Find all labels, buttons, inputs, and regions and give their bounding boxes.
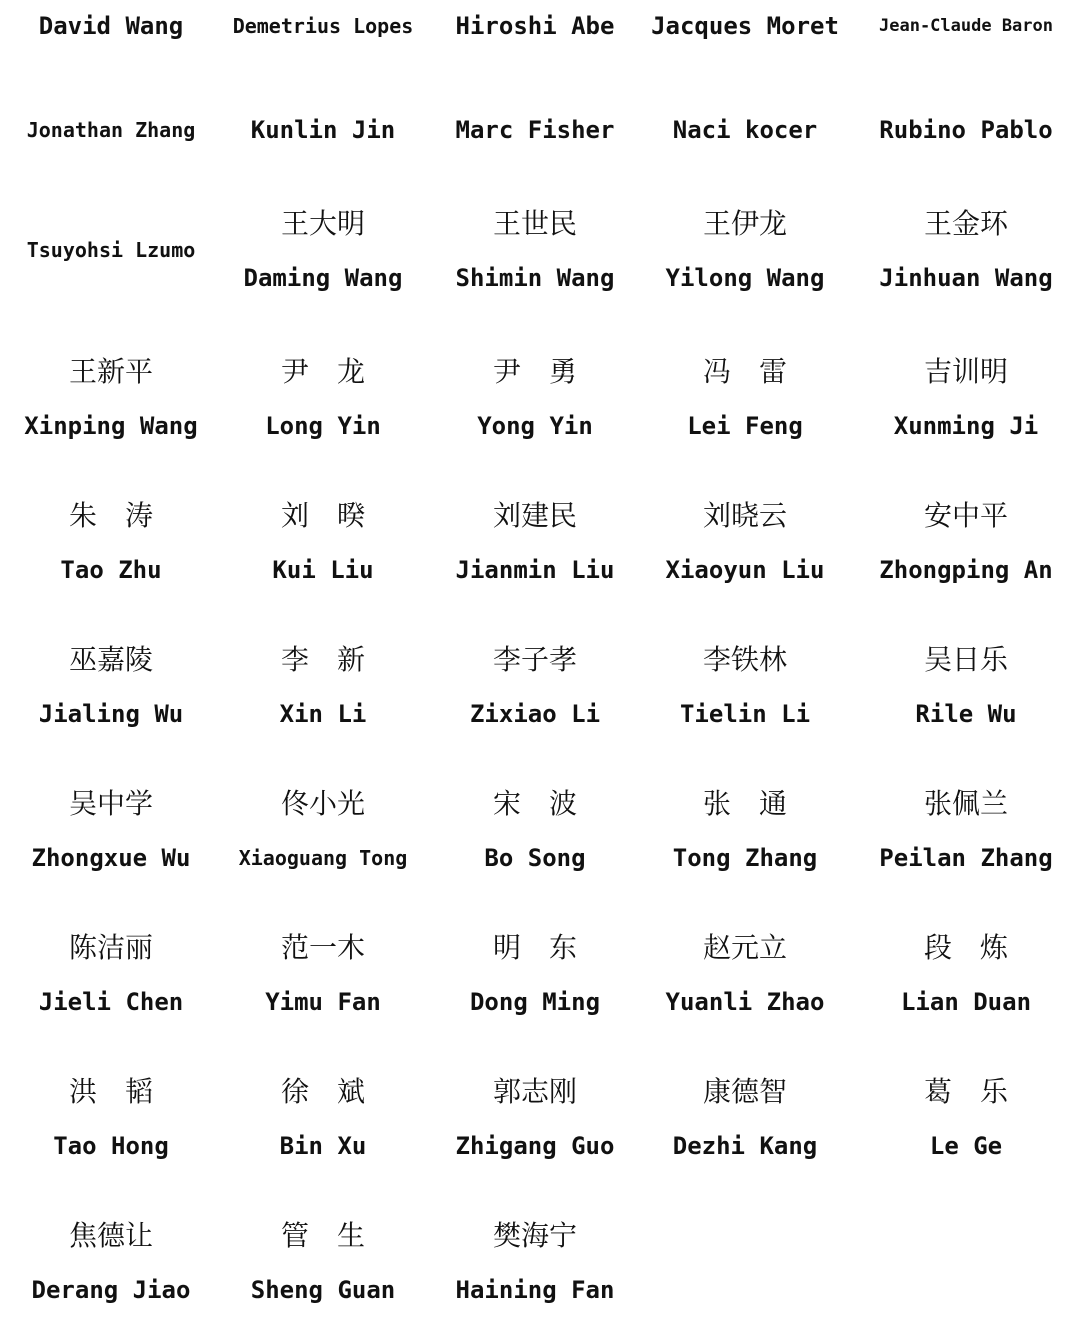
romanized-name: Xin Li	[279, 700, 367, 728]
name-card	[639, 100, 851, 160]
chinese-name: 陈洁丽	[68, 931, 153, 964]
name-card	[639, 626, 851, 746]
name-card	[860, 482, 1072, 602]
name-card	[217, 100, 429, 160]
name-card	[429, 100, 641, 160]
chinese-name: 吴中学	[68, 787, 153, 820]
name-card	[860, 914, 1072, 1034]
name-card	[217, 626, 429, 746]
name-card	[860, 0, 1072, 52]
romanized-name: Kunlin Jin	[250, 116, 396, 144]
chinese-name: 刘晓云	[702, 499, 787, 532]
name-card	[639, 1058, 851, 1178]
chinese-name: 冯 雷	[702, 355, 787, 388]
chinese-name: 朱 涛	[68, 499, 153, 532]
name-card	[5, 482, 217, 602]
name-card	[5, 190, 217, 310]
chinese-name: 徐 斌	[280, 1075, 365, 1108]
romanized-name: Bo Song	[484, 844, 586, 872]
romanized-name: Jianmin Liu	[455, 556, 615, 584]
romanized-name: Xunming Ji	[893, 412, 1039, 440]
chinese-name: 王伊龙	[702, 207, 787, 240]
name-card	[5, 0, 217, 52]
romanized-name: Sheng Guan	[250, 1276, 396, 1304]
romanized-name: Yilong Wang	[665, 264, 825, 292]
chinese-name: 王新平	[68, 355, 153, 388]
romanized-name: Bin Xu	[279, 1132, 367, 1160]
romanized-name: Rile Wu	[915, 700, 1017, 728]
romanized-name: Yong Yin	[477, 412, 593, 440]
chinese-name: 吴日乐	[923, 643, 1008, 676]
romanized-name: Tao Zhu	[60, 556, 162, 584]
name-card	[5, 770, 217, 890]
romanized-name: David Wang	[38, 12, 184, 40]
name-card	[639, 482, 851, 602]
chinese-name: 尹 勇	[492, 355, 577, 388]
chinese-name: 郭志刚	[492, 1075, 577, 1108]
name-card	[860, 100, 1072, 160]
chinese-name: 管 生	[280, 1219, 365, 1252]
chinese-name: 刘建民	[492, 499, 577, 532]
chinese-name: 王金环	[923, 207, 1008, 240]
name-card	[639, 0, 851, 52]
romanized-name: Jacques Moret	[651, 12, 839, 40]
name-card	[429, 1202, 641, 1322]
name-card	[639, 770, 851, 890]
name-card	[217, 482, 429, 602]
chinese-name: 王世民	[492, 207, 577, 240]
name-card	[5, 914, 217, 1034]
name-card	[860, 626, 1072, 746]
name-card	[860, 770, 1072, 890]
romanized-name: Yuanli Zhao	[665, 988, 825, 1016]
name-card	[429, 190, 641, 310]
name-card	[639, 914, 851, 1034]
romanized-name: Lian Duan	[900, 988, 1032, 1016]
romanized-name: Tong Zhang	[672, 844, 818, 872]
romanized-name: Yimu Fan	[265, 988, 381, 1016]
chinese-name: 张 通	[702, 787, 787, 820]
romanized-name: Daming Wang	[243, 264, 403, 292]
romanized-name: Tsuyohsi Lzumo	[26, 238, 196, 262]
name-card	[5, 100, 217, 160]
name-card	[217, 1058, 429, 1178]
name-card	[217, 1202, 429, 1322]
chinese-name: 范一木	[280, 931, 365, 964]
chinese-name: 王大明	[280, 207, 365, 240]
name-card	[860, 190, 1072, 310]
chinese-name: 吉训明	[923, 355, 1008, 388]
chinese-name: 洪 韬	[68, 1075, 153, 1108]
romanized-name: Jieli Chen	[38, 988, 184, 1016]
name-card	[639, 190, 851, 310]
name-card	[217, 190, 429, 310]
name-card	[5, 1202, 217, 1322]
chinese-name: 康德智	[702, 1075, 787, 1108]
romanized-name: Zixiao Li	[469, 700, 601, 728]
name-card	[5, 1058, 217, 1178]
romanized-name: Jialing Wu	[38, 700, 184, 728]
chinese-name: 刘 暌	[280, 499, 365, 532]
chinese-name: 李 新	[280, 643, 365, 676]
chinese-name: 尹 龙	[280, 355, 365, 388]
name-card	[639, 338, 851, 458]
name-card	[217, 914, 429, 1034]
romanized-name: Naci kocer	[672, 116, 818, 144]
name-card	[217, 0, 429, 52]
romanized-name: Lei Feng	[687, 412, 803, 440]
romanized-name: Tielin Li	[679, 700, 811, 728]
chinese-name: 葛 乐	[923, 1075, 1008, 1108]
romanized-name: Zhongping An	[879, 556, 1053, 584]
name-card	[429, 0, 641, 52]
name-card	[860, 338, 1072, 458]
romanized-name: Hiroshi Abe	[455, 12, 615, 40]
romanized-name: Zhigang Guo	[455, 1132, 615, 1160]
romanized-name: Xiaoyun Liu	[665, 556, 825, 584]
chinese-name: 佟小光	[280, 787, 365, 820]
name-card	[5, 338, 217, 458]
romanized-name: Shimin Wang	[455, 264, 615, 292]
name-card	[429, 1058, 641, 1178]
chinese-name: 李子孝	[492, 643, 577, 676]
chinese-name: 段 炼	[923, 931, 1008, 964]
romanized-name: Dezhi Kang	[672, 1132, 818, 1160]
name-card	[429, 770, 641, 890]
chinese-name: 安中平	[923, 499, 1008, 532]
romanized-name: Zhongxue Wu	[31, 844, 191, 872]
chinese-name: 宋 波	[492, 787, 577, 820]
name-card	[429, 482, 641, 602]
romanized-name: Rubino Pablo	[879, 116, 1053, 144]
chinese-name: 焦德让	[68, 1219, 153, 1252]
romanized-name: Dong Ming	[469, 988, 601, 1016]
name-card	[860, 1058, 1072, 1178]
name-card	[429, 338, 641, 458]
romanized-name: Kui Liu	[272, 556, 374, 584]
name-card	[217, 770, 429, 890]
romanized-name: Haining Fan	[455, 1276, 615, 1304]
chinese-name: 樊海宁	[492, 1219, 577, 1252]
romanized-name: Le Ge	[929, 1132, 1003, 1160]
romanized-name: Demetrius Lopes	[232, 14, 414, 38]
romanized-name: Derang Jiao	[31, 1276, 191, 1304]
name-card	[5, 626, 217, 746]
romanized-name: Peilan Zhang	[879, 844, 1053, 872]
name-card	[429, 626, 641, 746]
chinese-name: 明 东	[492, 931, 577, 964]
romanized-name: Marc Fisher	[455, 116, 615, 144]
romanized-name: Jonathan Zhang	[26, 118, 196, 142]
romanized-name: Long Yin	[265, 412, 381, 440]
name-card	[429, 914, 641, 1034]
chinese-name: 巫嘉陵	[68, 643, 153, 676]
romanized-name: Tao Hong	[53, 1132, 169, 1160]
name-card	[217, 338, 429, 458]
chinese-name: 赵元立	[702, 931, 787, 964]
romanized-name: Xiaoguang Tong	[238, 846, 408, 870]
chinese-name: 李铁林	[702, 643, 787, 676]
romanized-name: Jinhuan Wang	[879, 264, 1053, 292]
romanized-name: Jean-Claude Baron	[879, 16, 1053, 36]
romanized-name: Xinping Wang	[24, 412, 198, 440]
chinese-name: 张佩兰	[923, 787, 1008, 820]
